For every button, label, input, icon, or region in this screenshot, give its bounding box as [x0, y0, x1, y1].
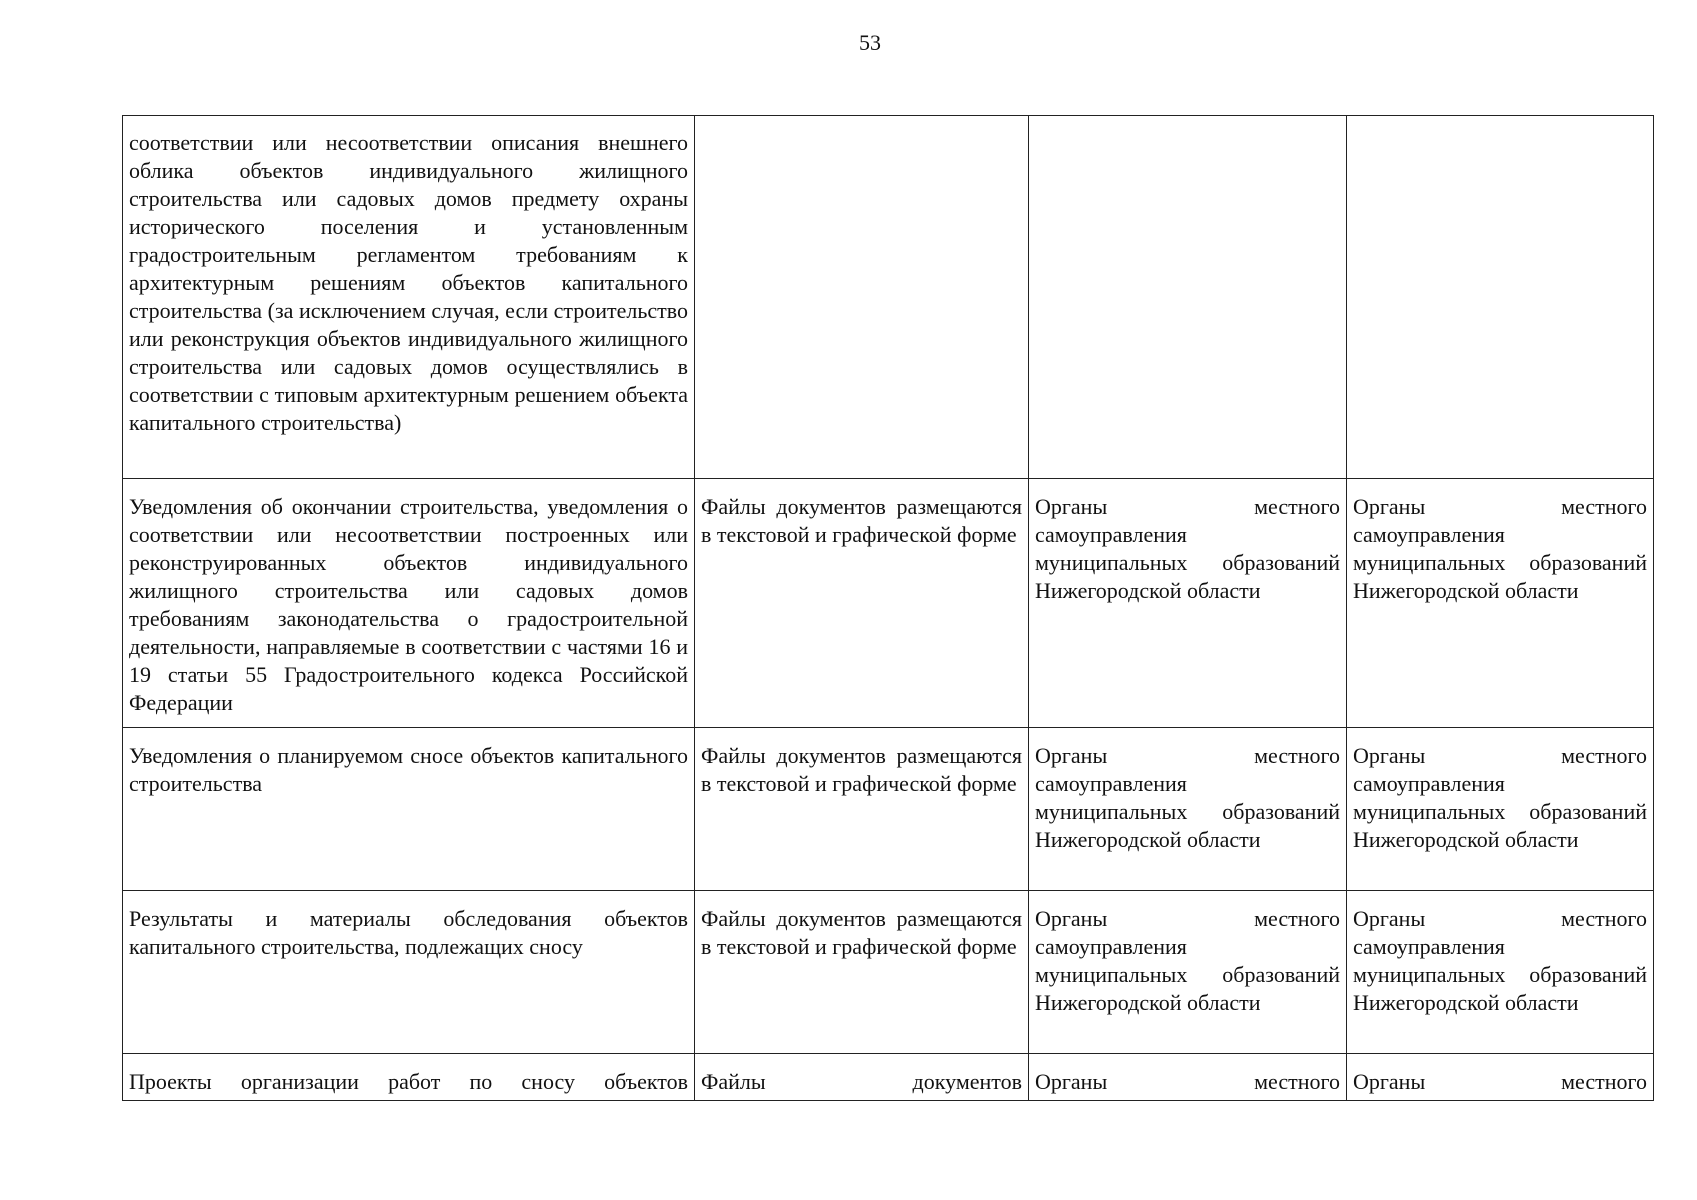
- table-cell-owner: [1347, 116, 1654, 479]
- page-number: 53: [859, 30, 881, 55]
- table-cell-source: Органы местного самоуправления муниципальных образований Нижегородской области: [1029, 891, 1347, 1054]
- cell-text: Органы местного: [1035, 1069, 1340, 1094]
- table-cell-source: [1029, 116, 1347, 479]
- table-cell-description: Уведомления об окончании строительства, уведомления о соответствии или несоответствии построенных или реконструированных объектов индивидуального жилищного строительства или садовых домов требованиям законодательства о градостроительной деятельности, направляемые в соответствии с частями 16 и 19 статьи 55 Градостроительного кодекса Российской Федерации: [123, 479, 695, 728]
- table-cell-source: Органы местного самоуправления муниципальных образований Нижегородской области: [1029, 479, 1347, 728]
- table-cell-description: Результаты и материалы обследования объектов капитального строительства, подлежащих сносу: [123, 891, 695, 1054]
- table-cell-description: соответствии или несоответствии описания внешнего облика объектов индивидуального жилищного строительства или садовых домов предмету охраны исторического поселения и установленным градостроительным регламентом требованиям к архитектурным решениям объектов капитального строительства (за исключением случая, если строительство или реконструкция объектов индивидуального жилищного строительства или садовых домов осуществлялись в соответствии с типовым архитектурным решением объекта капитального строительства): [123, 116, 695, 479]
- cell-text: Органы местного: [1353, 1069, 1647, 1094]
- table-cell-format: Файлы документов размещаются в текстовой и графической форме: [695, 728, 1029, 891]
- table-row: [123, 116, 1654, 479]
- table-cell-source: Органы местного самоуправления муниципальных образований Нижегородской области: [1029, 728, 1347, 891]
- table-cell-owner: Органы местного самоуправления муниципальных образований Нижегородской области: [1347, 891, 1654, 1054]
- table-cell-format: [695, 116, 1029, 479]
- document-table: [122, 115, 1654, 1101]
- cell-text: Проекты организации работ по сносу объектов: [129, 1069, 688, 1094]
- table-row: [123, 891, 1654, 1054]
- table-cell-description: Уведомления о планируемом сносе объектов капитального строительства: [123, 728, 695, 891]
- table-cell-format: [695, 1054, 1029, 1101]
- table-cell-format: Файлы документов размещаются в текстовой и графической форме: [695, 891, 1029, 1054]
- table-row: [123, 1054, 1654, 1101]
- table-cell-description: [123, 1054, 695, 1101]
- table-cell-source: [1029, 1054, 1347, 1101]
- table-cell-owner: Органы местного самоуправления муниципальных образований Нижегородской области: [1347, 479, 1654, 728]
- cell-text: Файлы документов: [701, 1069, 1022, 1094]
- table-row: [123, 479, 1654, 728]
- table-cell-format: Файлы документов размещаются в текстовой и графической форме: [695, 479, 1029, 728]
- table-row: [123, 728, 1654, 891]
- table-cell-owner: [1347, 1054, 1654, 1101]
- table-cell-owner: Органы местного самоуправления муниципальных образований Нижегородской области: [1347, 728, 1654, 891]
